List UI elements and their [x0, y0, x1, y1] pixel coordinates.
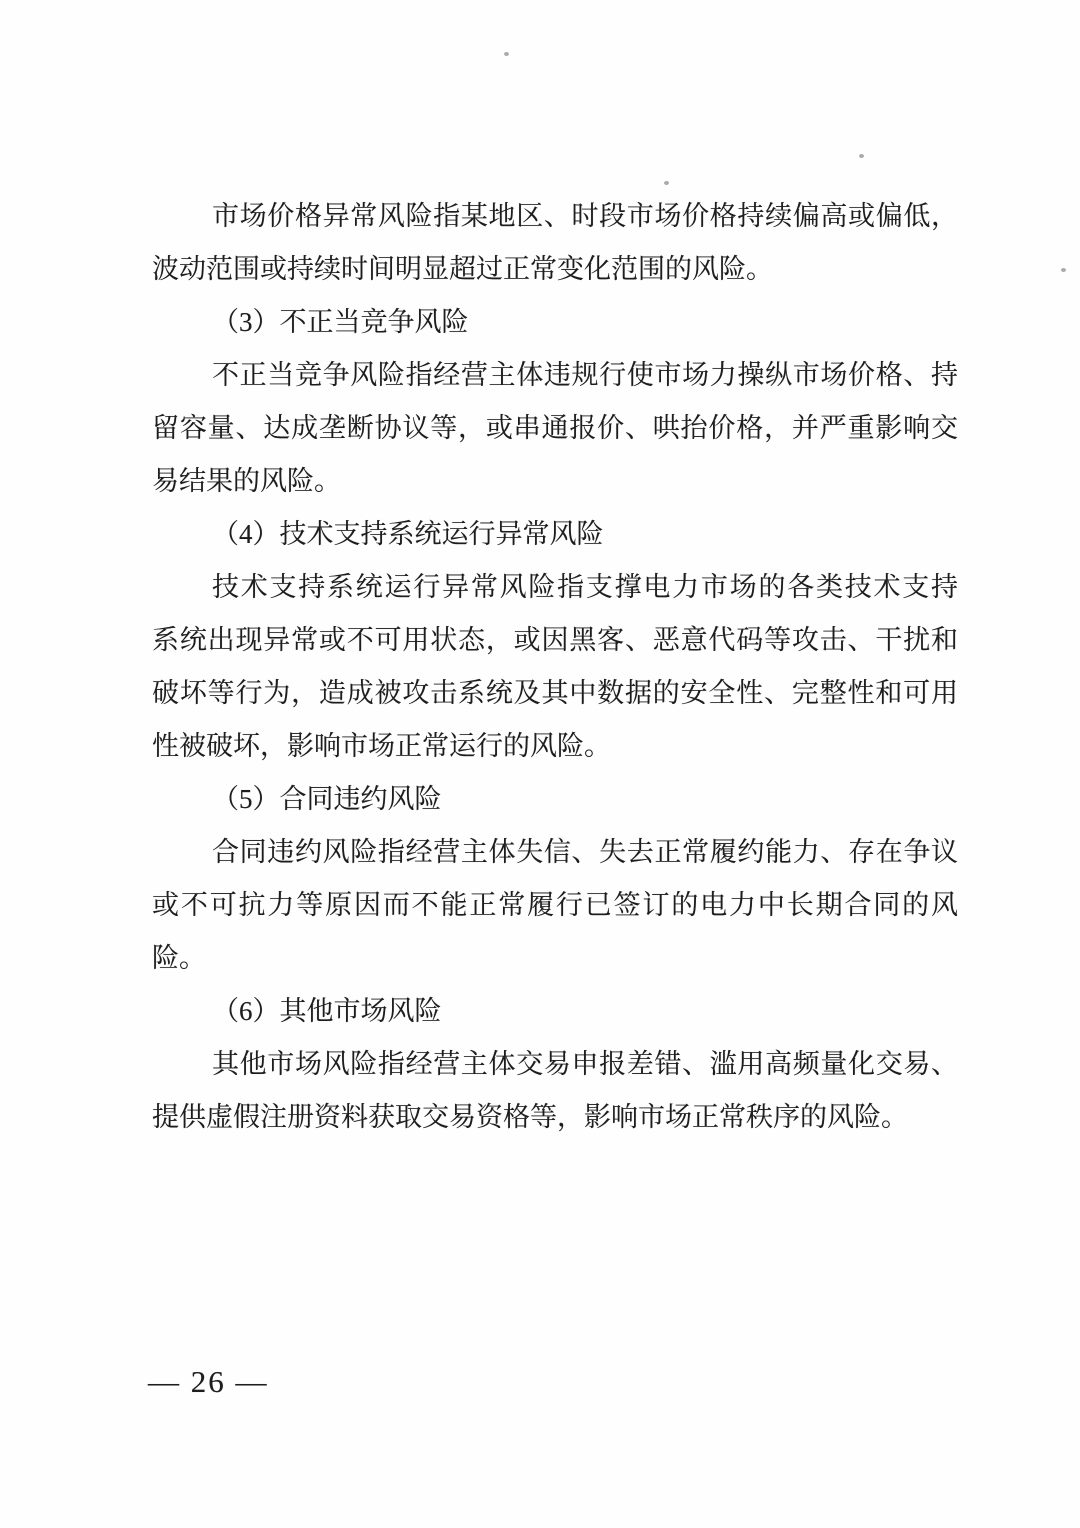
- text-line: 技术支持系统运行异常风险指支撑电力市场的各类技术支持: [212, 572, 958, 602]
- text-line: 易结果的风险。: [152, 466, 341, 496]
- section-heading: （5）合同违约风险: [212, 784, 442, 814]
- text-line: 波动范围或持续时间明显超过正常变化范围的风险。: [152, 254, 773, 284]
- scan-speck: [664, 181, 669, 185]
- document-body: [152, 190, 958, 1144]
- scan-speck: [1061, 268, 1066, 272]
- text-line: 破坏等行为，造成被攻击系统及其中数据的安全性、完整性和可用: [152, 678, 958, 708]
- text-line: 或不可抗力等原因而不能正常履行已签订的电力中长期合同的风: [152, 890, 958, 920]
- scan-speck: [859, 154, 864, 158]
- text-line: 提供虚假注册资料获取交易资格等，影响市场正常秩序的风险。: [152, 1102, 908, 1132]
- section-heading: （3）不正当竞争风险: [212, 307, 469, 337]
- text-line: 合同违约风险指经营主体失信、失去正常履约能力、存在争议: [212, 837, 958, 867]
- text-line: 市场价格异常风险指某地区、时段市场价格持续偏高或偏低，: [212, 201, 958, 231]
- text-line: 不正当竞争风险指经营主体违规行使市场力操纵市场价格、持: [212, 360, 958, 390]
- scan-speck: [504, 52, 509, 56]
- text-line: 留容量、达成垄断协议等，或串通报价、哄抬价格，并严重影响交: [152, 413, 958, 443]
- section-heading: （6）其他市场风险: [212, 996, 442, 1026]
- text-line: 系统出现异常或不可用状态，或因黑客、恶意代码等攻击、干扰和: [152, 625, 958, 655]
- section-heading: （4）技术支持系统运行异常风险: [212, 519, 604, 549]
- text-line: 其他市场风险指经营主体交易申报差错、滥用高频量化交易、: [212, 1049, 958, 1079]
- text-line: 险。: [152, 943, 206, 973]
- page-number: — 26 —: [148, 1364, 269, 1399]
- text-line: 性被破坏，影响市场正常运行的风险。: [152, 731, 611, 761]
